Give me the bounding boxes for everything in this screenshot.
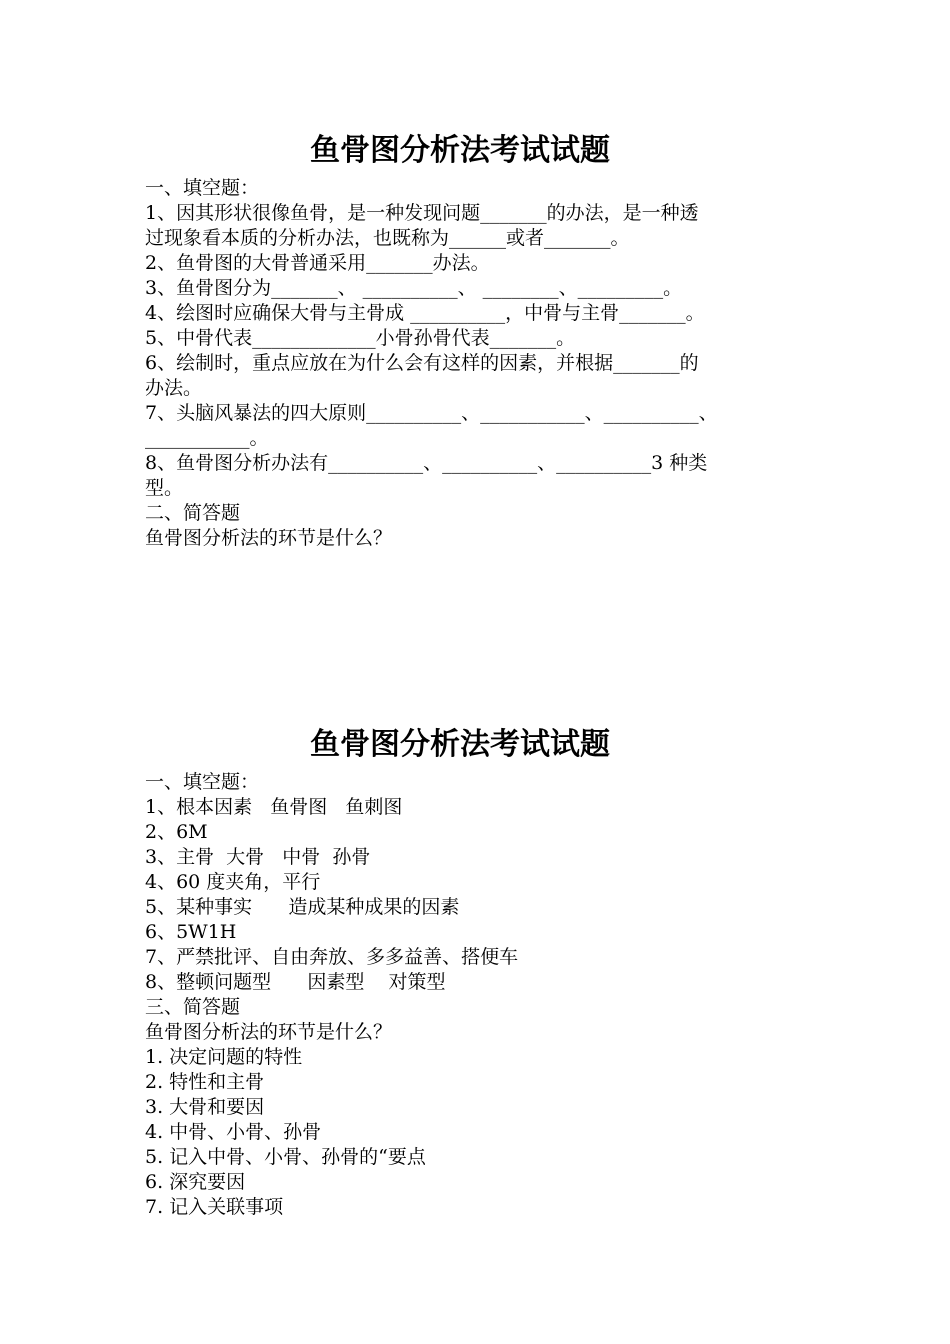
question-line: 2、鱼骨图的大骨普通采用_______办法。	[145, 252, 490, 274]
question-line: 5、中骨代表_____________小骨孙骨代表_______。	[145, 327, 576, 349]
question-line: 3、鱼骨图分为_______、 __________、 ________、_________。	[145, 277, 683, 299]
section-heading: 一、填空题：	[145, 771, 260, 793]
question-line: 4、绘图时应确保大骨与主骨成 __________，中骨与主骨_______。	[145, 302, 705, 324]
answer-step: 5. 记入中骨、小骨、孙骨的“要点	[145, 1146, 426, 1168]
answer-line: 5、某种事实 造成某种成果的因素	[145, 896, 460, 918]
section-heading: 二、简答题	[145, 502, 241, 524]
question-line: 型。	[145, 477, 184, 499]
section-heading: 三、简答题	[145, 996, 241, 1018]
question-title: 鱼骨图分析法考试试题	[310, 133, 610, 168]
answer-line: 7、严禁批评、自由奔放、多多益善、搭便车	[145, 946, 519, 968]
question-line: 6、绘制时，重点应放在为什么会有这样的因素，并根据_______的	[145, 352, 699, 374]
answer-title: 鱼骨图分析法考试试题	[310, 727, 610, 762]
question-line: 7、头脑风暴法的四大原则__________、___________、__________、	[145, 402, 718, 424]
question-line: 1、因其形状很像鱼骨，是一种发现问题_______的办法，是一种透	[145, 202, 699, 224]
answer-line: 2、6M	[145, 821, 208, 843]
question-line: 8、鱼骨图分析办法有__________、__________、__________3 种类	[145, 452, 708, 474]
answer-step: 6. 深究要因	[145, 1171, 246, 1193]
answer-line: 4、60 度夹角，平行	[145, 871, 321, 893]
question-line: 一、填空题：	[145, 177, 260, 199]
answer-step: 2. 特性和主骨	[145, 1071, 265, 1093]
question-line: 过现象看本质的分析办法，也既称为______或者_______。	[145, 227, 630, 249]
question-line: ___________。	[145, 427, 269, 449]
answer-line: 3、主骨 大骨 中骨 孙骨	[145, 846, 371, 868]
question-section	[145, 128, 825, 551]
answer-section	[145, 722, 825, 1220]
answer-line: 6、5W1H	[145, 921, 237, 943]
answer-line: 8、整顿问题型 因素型 对策型	[145, 971, 446, 993]
answer-step: 4. 中骨、小骨、孙骨	[145, 1121, 322, 1143]
answer-step: 7. 记入关联事项	[145, 1196, 284, 1218]
answer-step: 3. 大骨和要因	[145, 1096, 265, 1118]
answer-line: 鱼骨图分析法的环节是什么？	[145, 1021, 393, 1043]
question-line: 办法。	[145, 377, 203, 399]
answer-body	[145, 770, 825, 1220]
question-body	[145, 176, 825, 551]
answer-line: 1、根本因素 鱼骨图 鱼刺图	[145, 796, 403, 818]
question-line: 鱼骨图分析法的环节是什么？	[145, 527, 393, 549]
answer-step: 1. 决定问题的特性	[145, 1046, 303, 1068]
